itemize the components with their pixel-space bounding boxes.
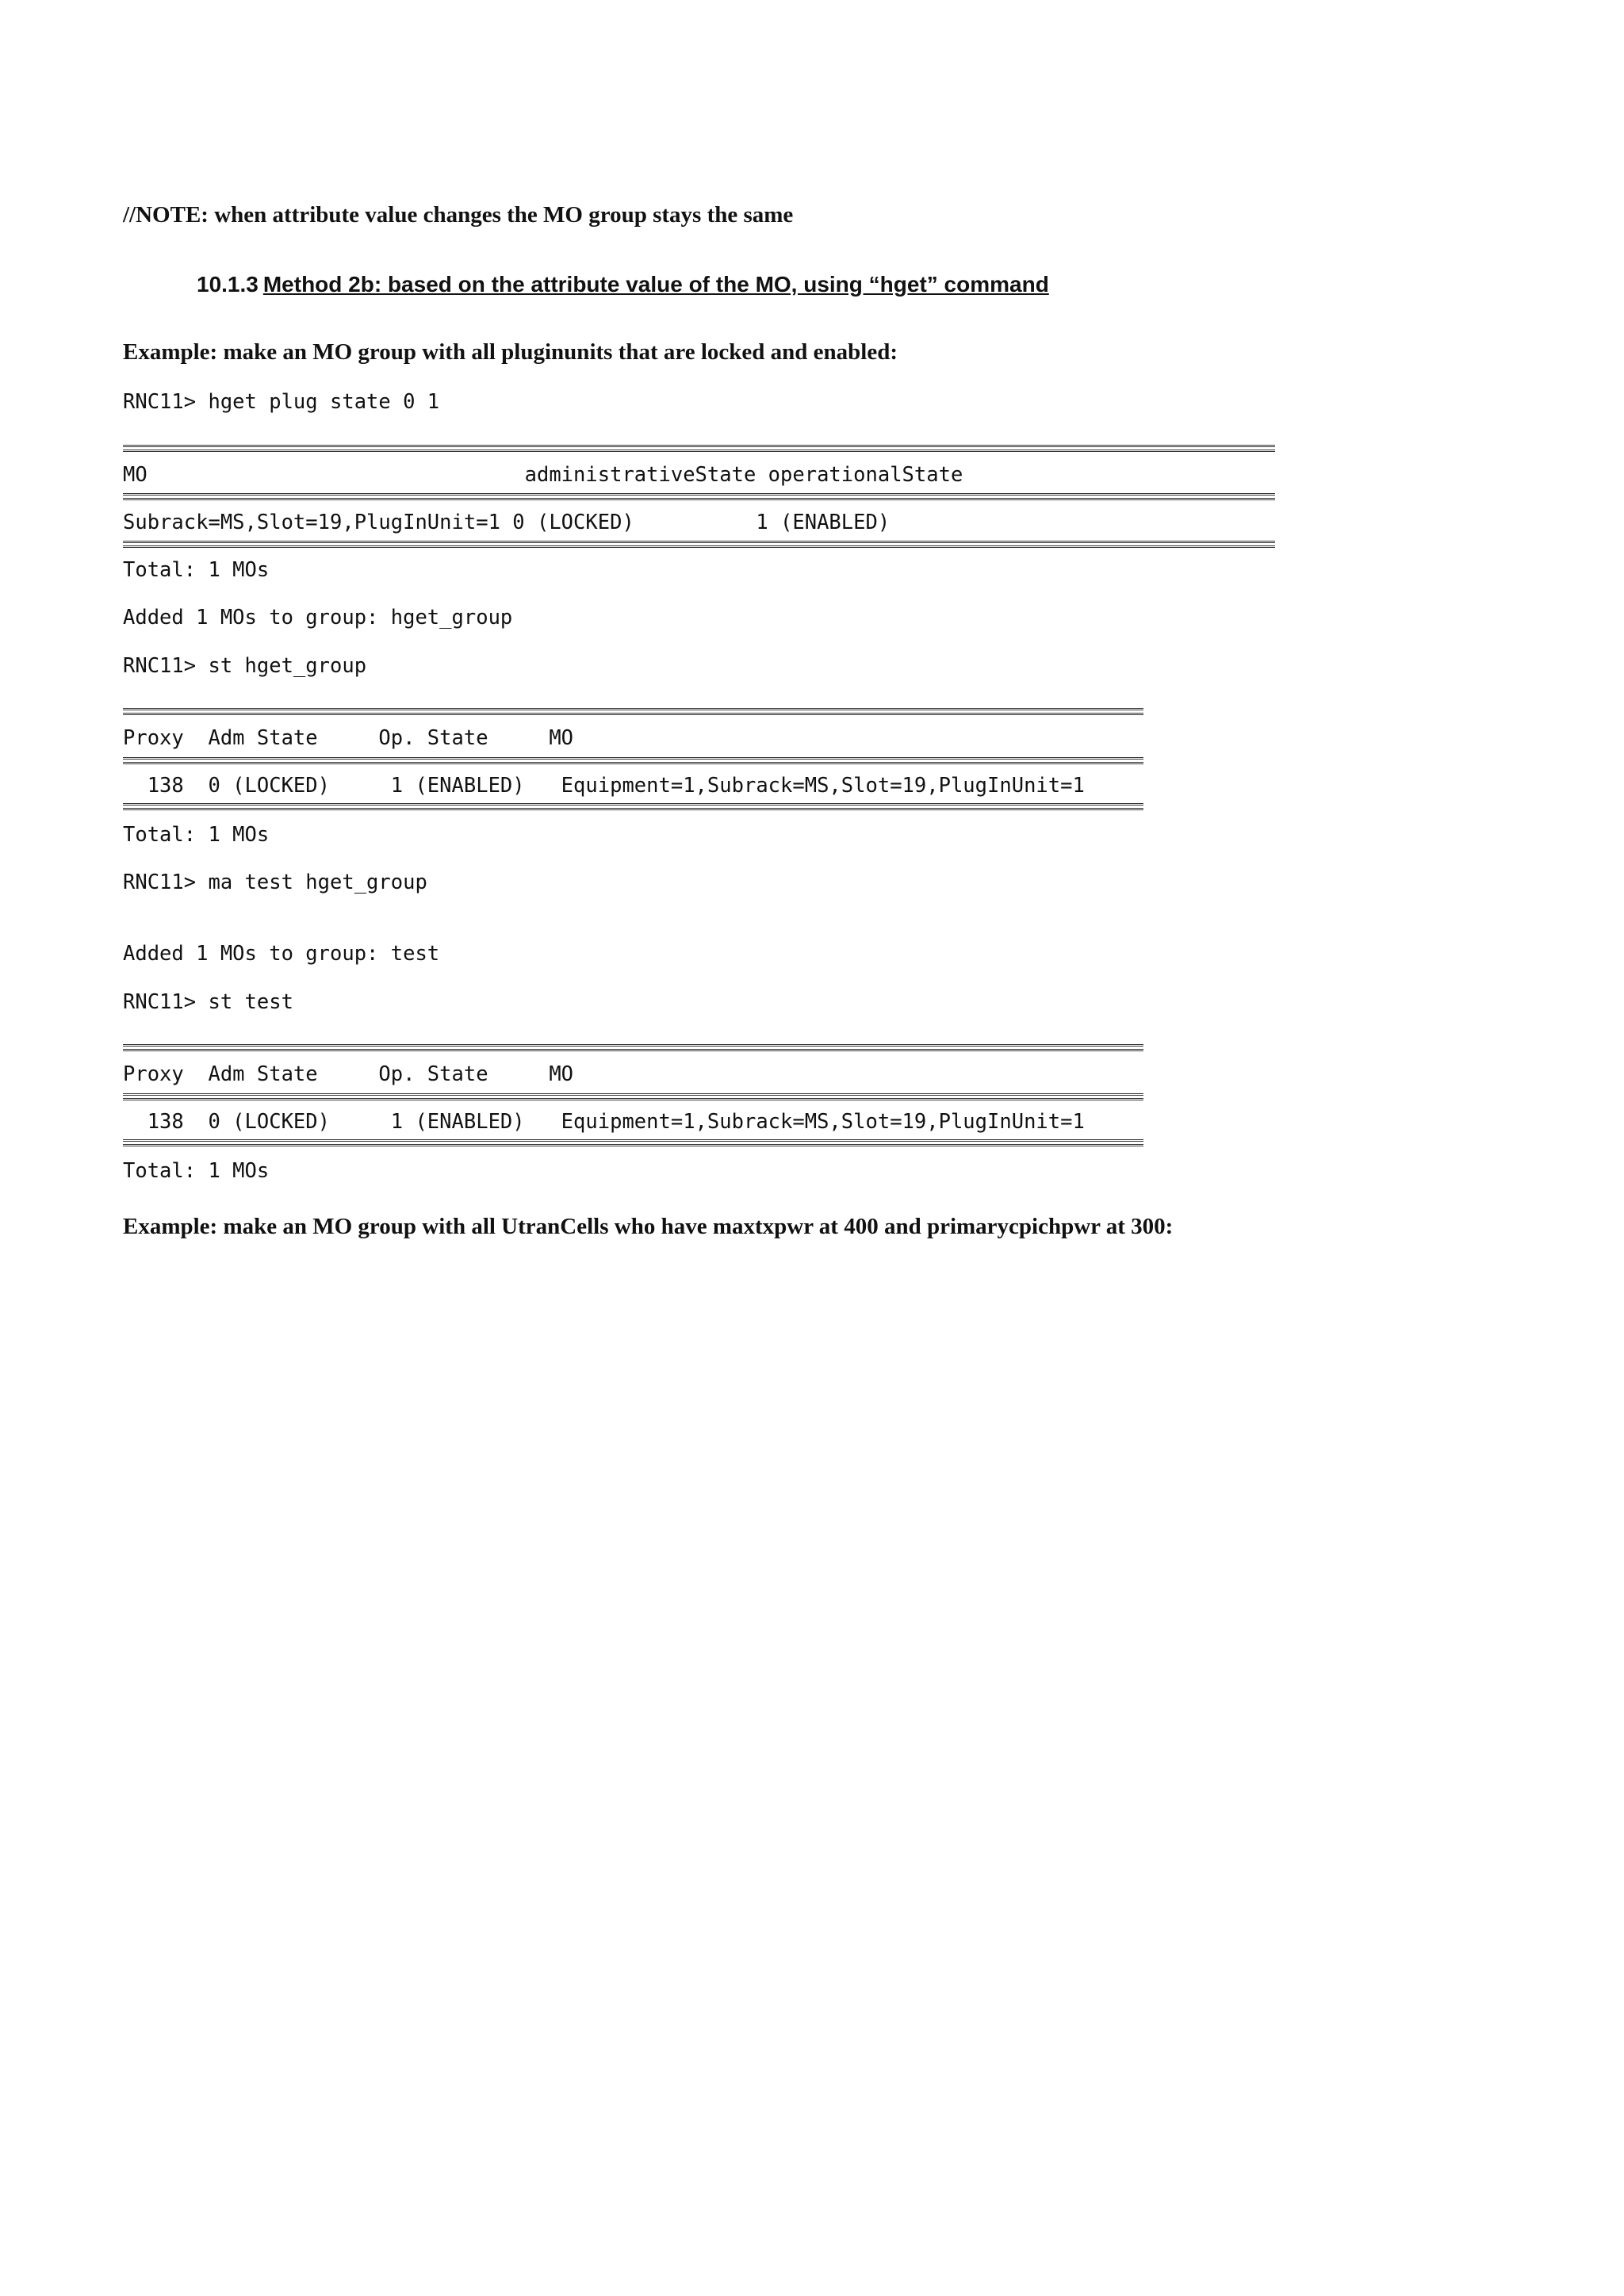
table-rule — [123, 1139, 1143, 1146]
st1-command: RNC11> st hget_group — [123, 654, 367, 678]
hget-total: Total: 1 MOs — [123, 558, 270, 582]
st2-table-header: Proxy Adm State Op. State MO — [123, 1062, 574, 1086]
st1-table-row: 138 0 (LOCKED) 1 (ENABLED) Equipment=1,Subrack=MS,Slot=19,PlugInUnit=1 — [123, 774, 1085, 798]
table-rule — [123, 708, 1143, 715]
table-rule — [123, 1044, 1143, 1051]
section-title: Method 2b: based on the attribute value of the MO, using “hget” command — [262, 272, 1049, 297]
table-rule — [123, 757, 1143, 764]
example-1-text: Example: make an MO group with all pluginunits that are locked and enabled: — [123, 339, 898, 365]
section-number: 10.1.3 — [197, 272, 259, 297]
example-2-text: Example: make an MO group with all UtranCells who have maxtxpwr at 400 and primarycpichpwr at 300: — [123, 1214, 1174, 1239]
hget-table-row: Subrack=MS,Slot=19,PlugInUnit=1 0 (LOCKED) 1 (ENABLED) — [123, 511, 891, 534]
st2-command: RNC11> st test — [123, 990, 293, 1014]
table-rule — [123, 493, 1275, 500]
ma-command: RNC11> ma test hget_group — [123, 871, 427, 894]
note-text: //NOTE: when attribute value changes the MO group stays the same — [123, 202, 794, 228]
st1-table-header: Proxy Adm State Op. State MO — [123, 726, 574, 750]
table-rule — [123, 1093, 1143, 1100]
hget-command: RNC11> hget plug state 0 1 — [123, 390, 440, 414]
hget-added: Added 1 MOs to group: hget_group — [123, 606, 513, 629]
table-rule — [123, 803, 1143, 810]
st2-table-row: 138 0 (LOCKED) 1 (ENABLED) Equipment=1,Subrack=MS,Slot=19,PlugInUnit=1 — [123, 1110, 1085, 1134]
st2-total: Total: 1 MOs — [123, 1159, 270, 1183]
table-rule — [123, 445, 1275, 452]
st1-total: Total: 1 MOs — [123, 823, 270, 847]
table-rule — [123, 541, 1275, 548]
ma-added: Added 1 MOs to group: test — [123, 942, 440, 966]
section-heading — [197, 272, 1049, 297]
hget-table-header: MO administrativeState operationalState — [123, 463, 963, 487]
